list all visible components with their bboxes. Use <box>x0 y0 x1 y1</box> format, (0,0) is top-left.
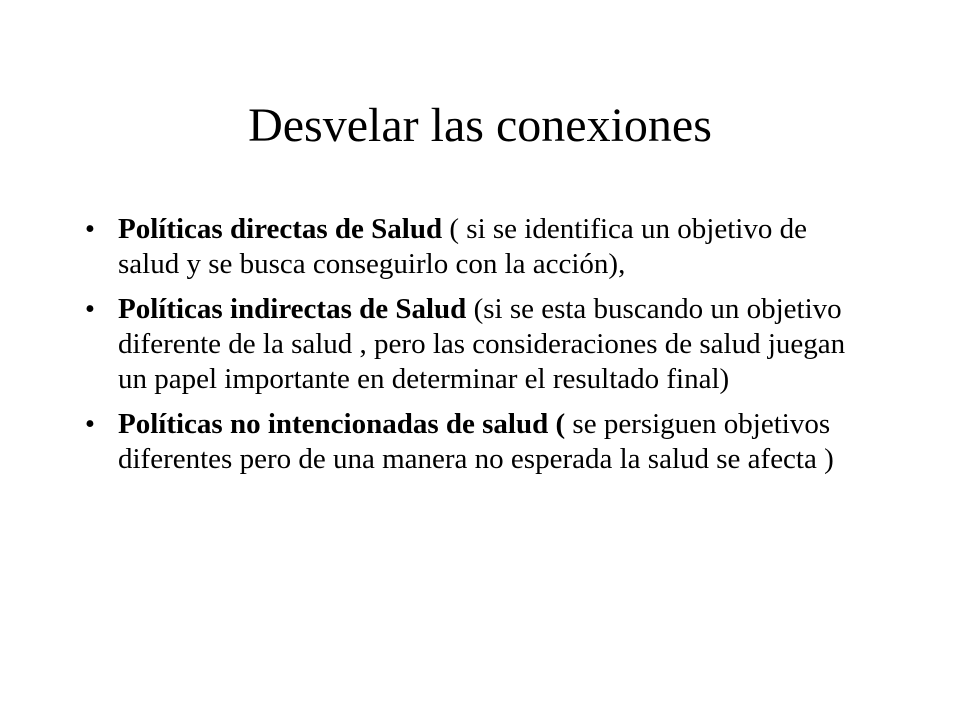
bullet-list <box>0 212 960 487</box>
bullet-bold-text: Políticas directas de Salud <box>118 213 443 245</box>
slide-title: Desvelar las conexiones <box>248 99 712 152</box>
bullet-icon: • <box>84 293 96 325</box>
bullet-body-text: (si se esta buscando un objetivo diferente de la salud , pero las consideraciones de salud juegan un papel importante en determinar el resultado final) <box>118 293 846 395</box>
bullet-bold-text: Políticas no intencionadas de salud ( <box>118 408 566 440</box>
bullet-item-direct-policies <box>84 212 858 282</box>
bullet-body-text: ( si se identifica un objetivo de salud y se busca conseguirlo con la acción), <box>118 213 807 280</box>
bullet-icon: • <box>84 213 96 245</box>
bullet-body-text: se persiguen objetivos diferentes pero de una manera no esperada la salud se afecta ) <box>118 408 834 475</box>
bullet-item-unintended-policies <box>84 407 858 477</box>
bullet-item-indirect-policies <box>84 292 858 397</box>
bullet-icon: • <box>84 408 96 440</box>
bullet-bold-text: Políticas indirectas de Salud <box>118 293 467 325</box>
